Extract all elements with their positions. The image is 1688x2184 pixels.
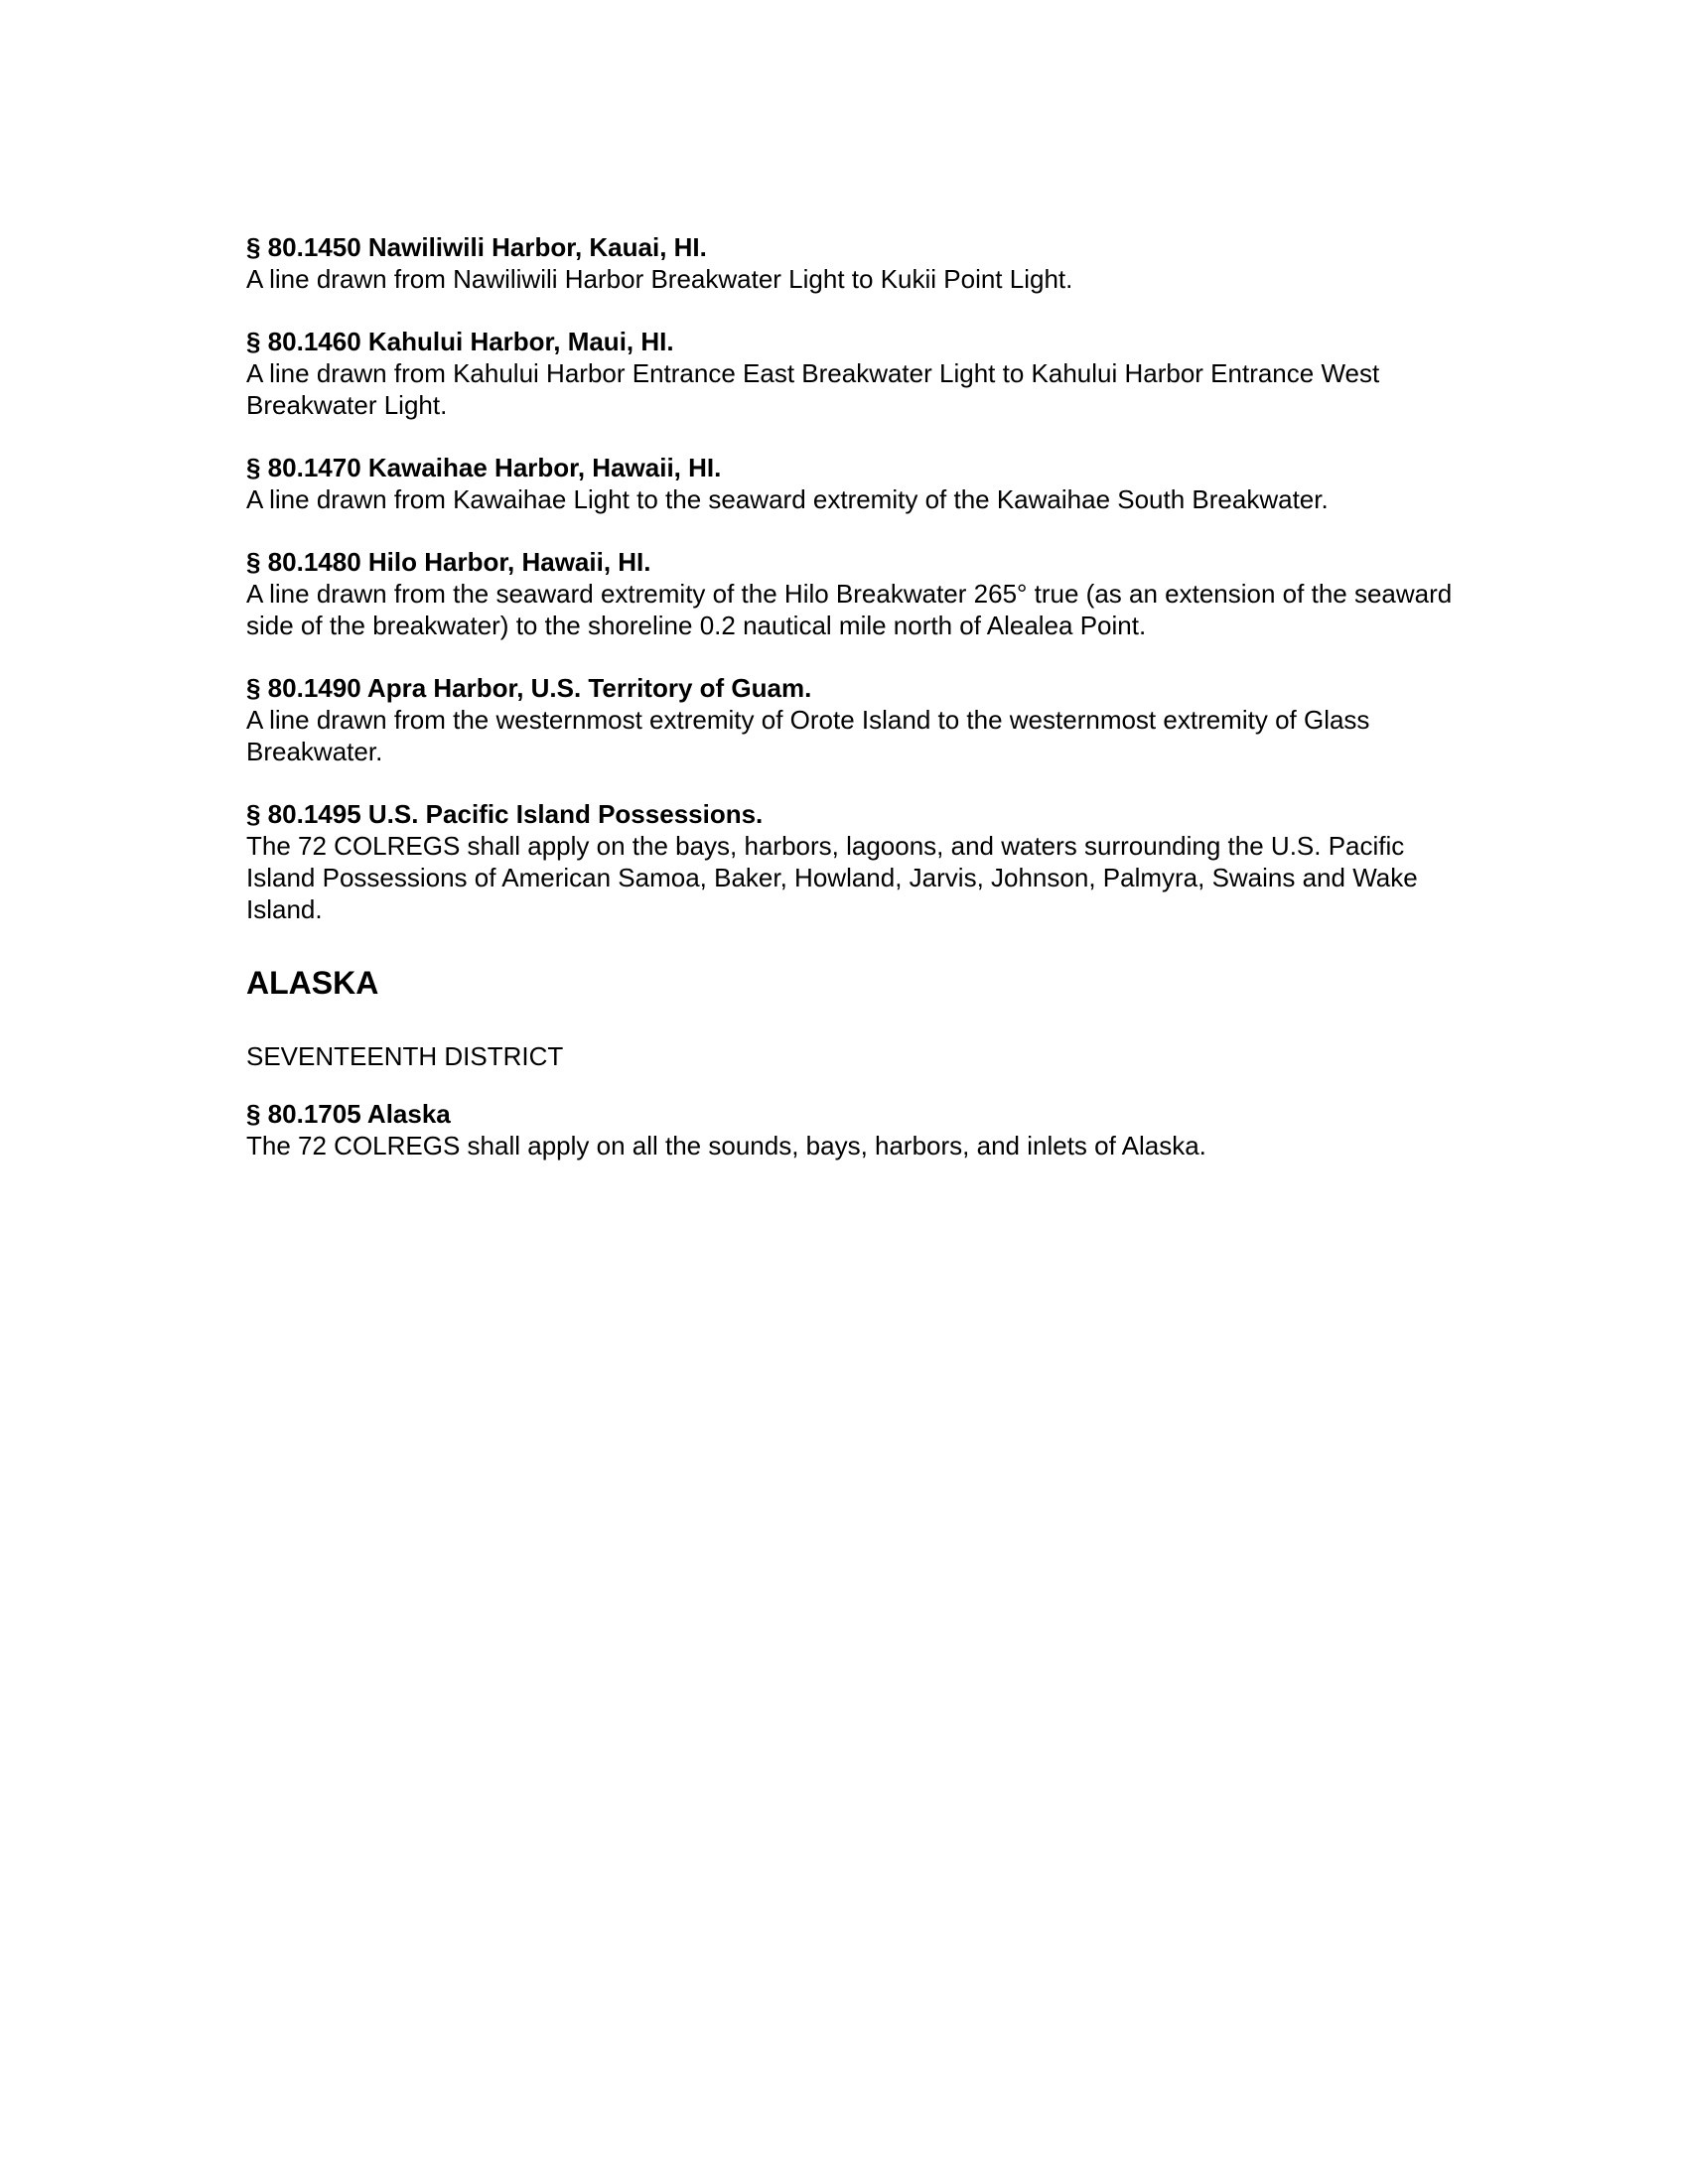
document-page: [246, 231, 1458, 1192]
region-heading-alaska: ALASKA: [246, 965, 379, 1001]
section-body: The 72 COLREGS shall apply on all the sounds, bays, harbors, and inlets of Alaska.: [246, 1131, 1206, 1160]
section-body: The 72 COLREGS shall apply on the bays, harbors, lagoons, and waters surrounding the U.S. Pacific Island Possessions of American Samoa, Baker, Howland, Jarvis, Johnson, Palmyra, Swains and Wake Island.: [246, 831, 1418, 924]
section-title: § 80.1495 U.S. Pacific Island Possessions.: [246, 799, 764, 829]
section-body: A line drawn from Kahului Harbor Entrance East Breakwater Light to Kahului Harbor Entrance West Breakwater Light.: [246, 358, 1380, 420]
section-80-1460: [246, 326, 1458, 421]
section-80-1705: [246, 1098, 1458, 1161]
section-title: § 80.1490 Apra Harbor, U.S. Territory of Guam.: [246, 673, 812, 703]
section-80-1470: [246, 452, 1458, 515]
section-title: § 80.1705 Alaska: [246, 1099, 451, 1129]
section-body: A line drawn from the westernmost extremity of Orote Island to the westernmost extremity of Glass Breakwater.: [246, 705, 1370, 766]
section-title: § 80.1450 Nawiliwili Harbor, Kauai, HI.: [246, 232, 707, 262]
section-title: § 80.1470 Kawaihae Harbor, Hawaii, HI.: [246, 453, 722, 482]
district-label: SEVENTEENTH DISTRICT: [246, 1041, 564, 1071]
section-80-1480: [246, 546, 1458, 641]
section-80-1490: [246, 672, 1458, 767]
section-title: § 80.1460 Kahului Harbor, Maui, HI.: [246, 327, 674, 356]
section-80-1495: [246, 798, 1458, 925]
section-body: A line drawn from Nawiliwili Harbor Breakwater Light to Kukii Point Light.: [246, 264, 1073, 294]
section-80-1450: [246, 231, 1458, 295]
section-body: A line drawn from the seaward extremity of the Hilo Breakwater 265° true (as an extension of the seaward side of the breakwater) to the shoreline 0.2 nautical mile north of Alealea Point.: [246, 579, 1453, 640]
section-body: A line drawn from Kawaihae Light to the seaward extremity of the Kawaihae South Breakwater.: [246, 484, 1329, 514]
section-title: § 80.1480 Hilo Harbor, Hawaii, HI.: [246, 547, 651, 577]
